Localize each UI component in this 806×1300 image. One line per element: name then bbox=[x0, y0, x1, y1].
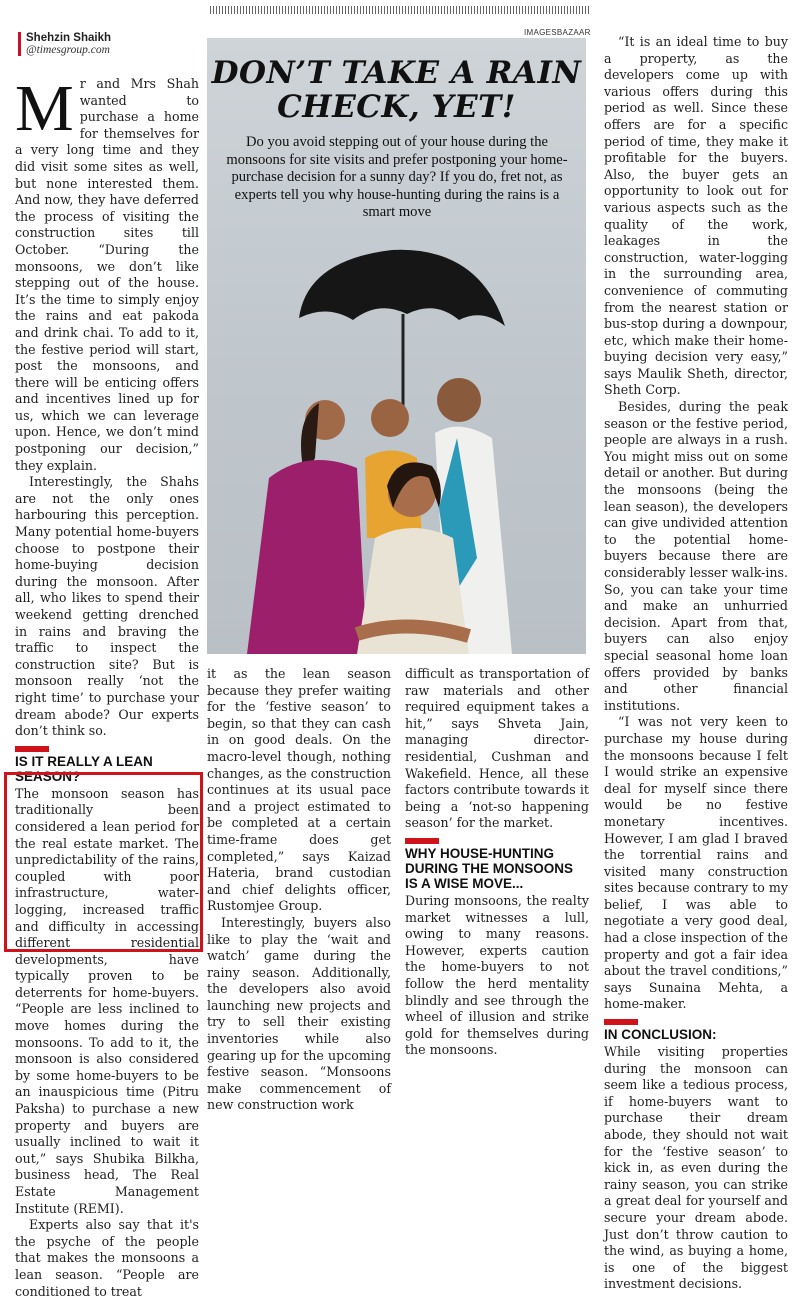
col3-paragraph-1: difficult as transportation of raw materials and other required equipment takes a hit,” says Shveta Jain, managing director-residential, Cushman and Wakefield. Hence, all these factors contribute towards it being a ‘not-so happening season’ for the market. bbox=[405, 666, 589, 831]
standfirst: Do you avoid stepping out of your house during the monsoons for site visits and prefer postponing your home-purchase decision for a sunny day? If you do, fret not, as experts tell you why house-hunting during the rains is a smart move bbox=[226, 134, 568, 220]
col1-paragraph-2: Interestingly, the Shahs are not the only ones harbouring this perception. Many potential home-buyers choose to postpone their home-buying decision during the monsoon. After all, who likes to spend their weekend getting drenched in rains and braving the traffic to inspect the construction site? But is monsoon really ‘not the right time’ to purchase your dream abode? Our experts don’t think so. bbox=[15, 474, 199, 739]
col4-paragraph-3: “I was not very keen to purchase my house during the monsoons because I felt I would strike an expensive deal for myself since there would be no festive monetary incentives. However, I am glad I braved the torrential rains and visited many construction sites because contrary to my belief, I was able to negotiate a very good deal, had a close inspection of the property and got a fair idea about the travel conditions,” says Sunaina Mehta, a home-maker. bbox=[604, 714, 788, 1012]
boy-head bbox=[371, 399, 409, 437]
byline bbox=[18, 32, 111, 56]
feature-image bbox=[207, 38, 586, 654]
family-umbrella-illustration bbox=[207, 38, 586, 654]
top-decorative-rule bbox=[210, 6, 590, 14]
col2-paragraph-2: Interestingly, buyers also like to play the ‘wait and watch’ game during the rainy season. Additionally, the developers also avoid launching new projects and try to sell their existing inventories while also gearing up for the upcoming festive season. “Monsoons make commencement of new construction work bbox=[207, 914, 391, 1113]
subhead-lean-season: IS IT REALLY A LEAN SEASON? bbox=[15, 753, 153, 784]
image-credit: IMAGESBAZAAR bbox=[524, 28, 591, 37]
byline-email: @timesgroup.com bbox=[26, 44, 110, 56]
col4-paragraph-4: While visiting properties during the monsoon can seem like a tedious process, if home-buyers want to purchase their dream abode, they should not wait for the ‘festive season’ to kick in, as even during the rainy season, you can strike a great deal for yourself and secure your dream abode. Just don’t throw caution to the wind, as buying a home, is one of the biggest investment decisions. bbox=[604, 1044, 788, 1292]
highlight-box bbox=[4, 772, 203, 952]
column-2 bbox=[207, 666, 391, 1113]
subhead-in-conclusion: IN CONCLUSION: bbox=[604, 1027, 717, 1043]
subhead-red-bar bbox=[604, 1019, 638, 1025]
col3-paragraph-2: During monsoons, the realty market witnesses a lull, owing to many reasons. However, experts caution the home-buyers to not follow the herd mentality blindly and see through the wheel of illusion and strike gold for themselves during the monsoons. bbox=[405, 892, 589, 1058]
drop-cap: M bbox=[15, 72, 74, 145]
column-4 bbox=[604, 34, 788, 1292]
man-head bbox=[437, 378, 481, 422]
col4-paragraph-2: Besides, during the peak season or the festive period, people are always in a rush. You might miss out on some detail or another. But during the monsoons (being the lean season), the developers can give undivided attention to the potential home-buyers because there are considerably lesser walk-ins. So, you can take your time and make an unhurried decision. Apart from that, buyers can also enjoy special seasonal home loan offers provided by banks and other financial institutions. bbox=[604, 399, 788, 713]
col2-paragraph-1: it as the lean season because they prefer waiting for the ‘festive season’ to begin, so that they can cash in on good deals. On the macro-level though, nothing changes, as the construction continues at its usual pace and a project estimated to be completed at a certain time-frame does get completed,” says Kaizad Hateria, brand custodian and chief delights officer, Rustomjee Group. bbox=[207, 666, 391, 914]
col1-paragraph-3: The monsoon season has traditionally been considered a lean period for the real estate market. The unpredictability of the rains, coupled with poor infrastructure, water-logging, increased traffic and difficulty in accessing different residential developments, have typically proven to be deterrents for home-buyers. “People are less inclined to move homes during the monsoons. To add to it, the monsoon is also considered by some home-buyers to be an inauspicious time (Pitru Paksha) to purchase a new property and buyers are usually inclined to wait it out,” says Shubika Bilkha, business head, The Real Estate Management Institute (REMI). bbox=[15, 785, 199, 1216]
col4-paragraph-1: “It is an ideal time to buy a property, as the developers come up with various offers during this period as well. Since these offers are for a specific period of time, they make it profitable for the buyers. Also, the buyer gets an opportunity to look out for various aspects such as the quality of the work, leakages in the construction, water-logging in the surrounding area, convenience of commuting from the nearest station or bus-stop during a downpour, etc, which make their home-buying decision very easy,” says Maulik Sheth, director, Sheth Corp. bbox=[604, 34, 788, 398]
col1-paragraph-1: r and Mrs Shah wanted to purchase a home for themselves for a very long time and they did visit some sites as well, but none interested them. And now, they have deferred the process of visiting the construction sites till October. “During the monsoons, we don’t like stepping out of the house. It’s the time to simply enjoy the rains and eat pakoda and drink chai. To add to it, the festive period will start, post the monsoons, and there will be enticing offers and incentives lined up for us, which we can leverage upon. Hence, we don’t mind postponing our decision,” they explain. bbox=[15, 76, 199, 473]
column-3 bbox=[405, 666, 589, 1058]
col1-paragraph-4: Experts also say that it's the psyche of the people that makes the monsoons a lean season. “People are conditioned to treat bbox=[15, 1217, 199, 1299]
byline-name: Shehzin Shaikh bbox=[26, 32, 111, 44]
headline: DON’T TAKE A RAIN CHECK, YET! bbox=[211, 55, 582, 125]
subhead-red-bar bbox=[15, 746, 49, 752]
subhead-why-house-hunting: WHY HOUSE-HUNTING DURING THE MONSOONS IS A WISE MOVE... bbox=[405, 845, 574, 891]
woman-dress bbox=[247, 460, 367, 654]
subhead-red-bar bbox=[405, 838, 439, 844]
